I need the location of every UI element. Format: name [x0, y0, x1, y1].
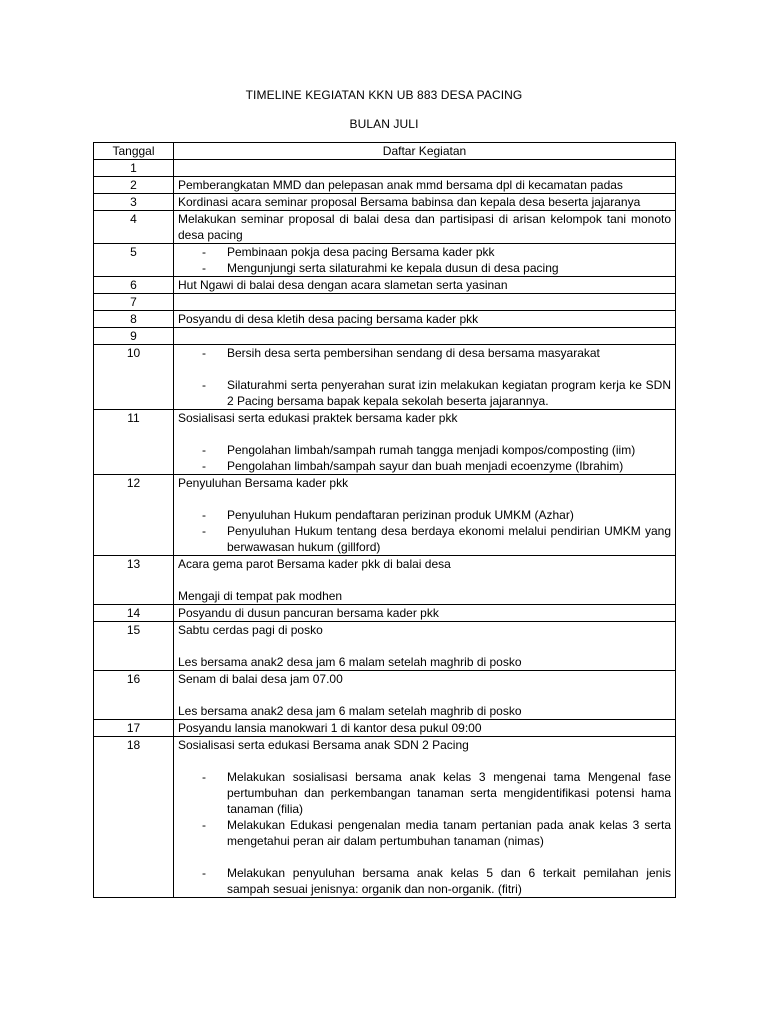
activity-list: [178, 865, 671, 897]
activity-list: [178, 377, 671, 409]
activity-list-item: - Melakukan penyuluhan bersama anak kelas 5 dan 6 terkait pemilahan jenis sampah sesuai jenisnya: organik dan non-organik. (fitri): [178, 865, 671, 897]
activity-list-item: - Pengolahan limbah/sampah sayur dan buah menjadi ecoenzyme (Ibrahim): [178, 458, 671, 474]
date-cell: 4: [94, 211, 174, 244]
date-cell: 14: [94, 605, 174, 622]
activity-text: Senam di balai desa jam 07.00: [178, 672, 343, 686]
activity-text: Les bersama anak2 desa jam 6 malam setelah maghrib di posko: [178, 704, 522, 718]
activity-cell: [174, 244, 676, 277]
empty-activity: [178, 328, 671, 344]
activity-list: [178, 769, 671, 849]
activity-cell: [174, 194, 676, 211]
activity-cell: [174, 211, 676, 244]
activity-text: Posyandu lansia manokwari 1 di kantor desa pukul 09:00: [178, 721, 482, 735]
table-row: [94, 410, 676, 475]
activity-text: Sosialisasi serta edukasi praktek bersama kader pkk: [178, 411, 458, 425]
spacer: [178, 638, 671, 654]
spacer: [178, 572, 671, 588]
activity-list-item: - Pembinaan pokja desa pacing Bersama kader pkk: [178, 244, 671, 260]
spacer: [178, 361, 671, 377]
table-row: [94, 277, 676, 294]
table-row: [94, 720, 676, 737]
date-cell: 13: [94, 556, 174, 605]
activity-cell: [174, 345, 676, 410]
activity-cell: [174, 160, 676, 177]
date-cell: 1: [94, 160, 174, 177]
date-cell: 12: [94, 475, 174, 556]
table-row: [94, 194, 676, 211]
activity-list-item: - Silaturahmi serta penyerahan surat izin melakukan kegiatan program kerja ke SDN 2 Pacing bersama bapak kepala sekolah beserta jajarannya.: [178, 377, 671, 409]
activity-text: Melakukan seminar proposal di balai desa dan partisipasi di arisan kelompok tani monoto desa pacing: [178, 212, 671, 242]
date-cell: 17: [94, 720, 174, 737]
spacer: [178, 753, 671, 769]
date-cell: 6: [94, 277, 174, 294]
activity-cell: [174, 475, 676, 556]
table-row: [94, 345, 676, 410]
date-cell: 18: [94, 737, 174, 898]
table-row: [94, 475, 676, 556]
date-cell: 11: [94, 410, 174, 475]
activity-list-item: - Bersih desa serta pembersihan sendang di desa bersama masyarakat: [178, 345, 671, 361]
table-row: [94, 556, 676, 605]
activity-list: [178, 507, 671, 555]
activity-cell: [174, 177, 676, 194]
activity-list-item: - Pengolahan limbah/sampah rumah tangga menjadi kompos/composting (iim): [178, 442, 671, 458]
activity-list-item: - Melakukan sosialisasi bersama anak kelas 3 mengenai tama Mengenal fase pertumbuhan dan perkembangan tanaman serta mengidentifikasi potensi hama tanaman (filia): [178, 769, 671, 817]
table-row: [94, 671, 676, 720]
activity-text: Hut Ngawi di balai desa dengan acara slametan serta yasinan: [178, 278, 508, 292]
activity-cell: [174, 605, 676, 622]
activity-list-item: - Penyuluhan Hukum tentang desa berdaya ekonomi melalui pendirian UMKM yang berwawasan hukum (gillford): [178, 523, 671, 555]
activity-text: Acara gema parot Bersama kader pkk di balai desa: [178, 557, 451, 571]
table-row: [94, 244, 676, 277]
date-cell: 8: [94, 311, 174, 328]
spacer: [178, 426, 671, 442]
spacer: [178, 687, 671, 703]
activity-list-item: - Melakukan Edukasi pengenalan media tanam pertanian pada anak kelas 3 serta mengetahui peran air dalam pertumbuhan tanaman (nimas): [178, 817, 671, 849]
activity-cell: [174, 277, 676, 294]
column-header-activities: Daftar Kegiatan: [174, 143, 676, 160]
empty-activity: [178, 294, 671, 310]
activity-text: Posyandu di desa kletih desa pacing bersama kader pkk: [178, 312, 479, 326]
activity-text: Les bersama anak2 desa jam 6 malam setelah maghrib di posko: [178, 655, 522, 669]
activity-cell: [174, 294, 676, 311]
date-cell: 2: [94, 177, 174, 194]
date-cell: 16: [94, 671, 174, 720]
spacer: [178, 849, 671, 865]
column-header-date: Tanggal: [94, 143, 174, 160]
activity-cell: [174, 328, 676, 345]
table-row: [94, 294, 676, 311]
date-cell: 9: [94, 328, 174, 345]
activity-cell: [174, 410, 676, 475]
activity-cell: [174, 671, 676, 720]
activity-text: Mengaji di tempat pak modhen: [178, 589, 343, 603]
table-row: [94, 177, 676, 194]
table-row: [94, 160, 676, 177]
activity-text: Pemberangkatan MMD dan pelepasan anak mmd bersama dpl di kecamatan padas: [178, 178, 623, 192]
timeline-table: [93, 142, 676, 898]
document-title: TIMELINE KEGIATAN KKN UB 883 DESA PACING: [245, 88, 523, 102]
date-cell: 3: [94, 194, 174, 211]
activity-cell: [174, 720, 676, 737]
activity-text: Posyandu di dusun pancuran bersama kader pkk: [178, 606, 439, 620]
activity-text: Penyuluhan Bersama kader pkk: [178, 476, 349, 490]
timeline-rows: [94, 160, 676, 898]
table-row: [94, 605, 676, 622]
activity-text: Kordinasi acara seminar proposal Bersama babinsa dan kepala desa beserta jajaranya: [178, 195, 641, 209]
activity-list-item: - Mengunjungi serta silaturahmi ke kepala dusun di desa pacing: [178, 260, 671, 276]
date-cell: 7: [94, 294, 174, 311]
activity-cell: [174, 737, 676, 898]
table-header-row: [94, 143, 676, 160]
table-row: [94, 311, 676, 328]
activity-cell: [174, 311, 676, 328]
activity-list: [178, 244, 671, 276]
table-row: [94, 328, 676, 345]
activity-text: Sosialisasi serta edukasi Bersama anak SDN 2 Pacing: [178, 738, 469, 752]
activity-list-item: - Penyuluhan Hukum pendaftaran perizinan produk UMKM (Azhar): [178, 507, 671, 523]
activity-list: [178, 345, 671, 361]
empty-activity: [178, 160, 671, 176]
activity-text: Sabtu cerdas pagi di posko: [178, 623, 323, 637]
date-cell: 15: [94, 622, 174, 671]
spacer: [178, 491, 671, 507]
table-row: [94, 211, 676, 244]
table-row: [94, 737, 676, 898]
table-row: [94, 622, 676, 671]
activity-cell: [174, 622, 676, 671]
date-cell: 10: [94, 345, 174, 410]
document-subtitle: BULAN JULI: [349, 117, 419, 131]
activity-list: [178, 442, 671, 474]
activity-cell: [174, 556, 676, 605]
date-cell: 5: [94, 244, 174, 277]
